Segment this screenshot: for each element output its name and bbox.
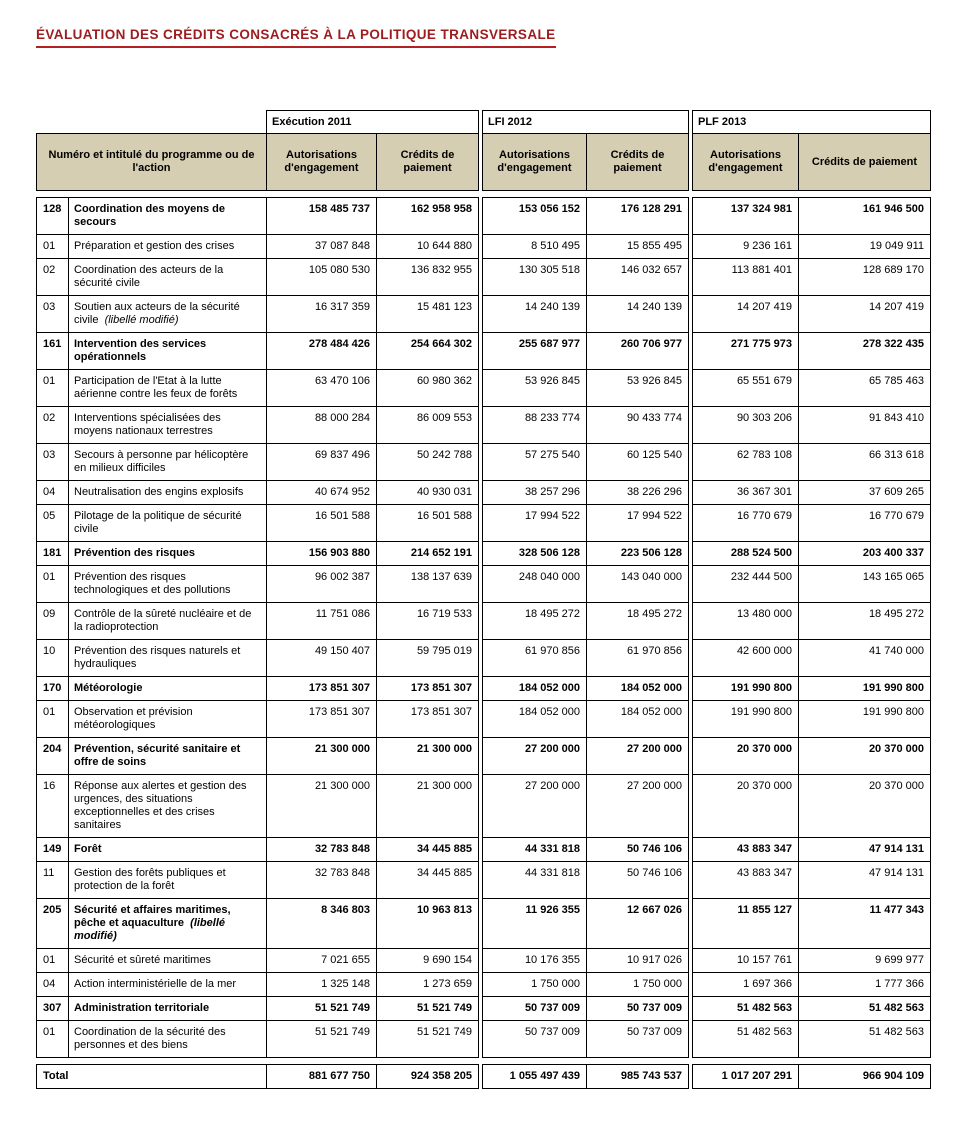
- program-column-header: Numéro et intitulé du programme ou de l'action: [37, 134, 267, 191]
- amount-cell: 43 883 347: [693, 862, 799, 899]
- amount-cell: 143 040 000: [587, 566, 689, 603]
- body-total-gap: [37, 1058, 931, 1065]
- table-row: [37, 235, 931, 259]
- amount-cell: 16 770 679: [693, 505, 799, 542]
- amount-cell: 9 699 977: [799, 949, 931, 973]
- program-label: [69, 949, 267, 973]
- program-label: [69, 738, 267, 775]
- table-row: [37, 296, 931, 333]
- program-label: [69, 444, 267, 481]
- amount-cell: 184 052 000: [483, 701, 587, 738]
- amount-cell: 16 719 533: [377, 603, 479, 640]
- program-number: 01: [37, 235, 69, 259]
- program-number: 02: [37, 259, 69, 296]
- amount-cell: 184 052 000: [587, 701, 689, 738]
- label-text: Prévention des risques naturels et hydrauliques: [74, 645, 241, 670]
- amount-cell: 105 080 530: [267, 259, 377, 296]
- label-text: Pilotage de la politique de sécurité civile: [74, 510, 242, 535]
- year-header-row: [37, 111, 931, 134]
- amount-cell: 8 346 803: [267, 899, 377, 949]
- amount-cell: 18 495 272: [587, 603, 689, 640]
- table-row: [37, 738, 931, 775]
- amount-cell: 11 926 355: [483, 899, 587, 949]
- amount-cell: 51 521 749: [377, 1021, 479, 1058]
- program-number: 161: [37, 333, 69, 370]
- total-amount-cp-2012: 985 743 537: [587, 1065, 689, 1089]
- amount-cell: 328 506 128: [483, 542, 587, 566]
- table-row: [37, 444, 931, 481]
- subheader-cp-2012: Crédits de paiement: [587, 134, 689, 191]
- label-text: Neutralisation des engins explosifs: [74, 486, 244, 498]
- amount-cell: 90 303 206: [693, 407, 799, 444]
- amount-cell: 18 495 272: [799, 603, 931, 640]
- subheader-row: [37, 134, 931, 191]
- amount-cell: 63 470 106: [267, 370, 377, 407]
- program-number: 05: [37, 505, 69, 542]
- amount-cell: 60 125 540: [587, 444, 689, 481]
- amount-cell: 27 200 000: [587, 775, 689, 838]
- total-amount-ae-2011: 881 677 750: [267, 1065, 377, 1089]
- amount-cell: 37 609 265: [799, 481, 931, 505]
- amount-cell: 158 485 737: [267, 198, 377, 235]
- row-spacer: [37, 191, 931, 198]
- label-text: Coordination des moyens de secours: [74, 203, 225, 228]
- subheader-cp-2011: Crédits de paiement: [377, 134, 479, 191]
- amount-cell: 260 706 977: [587, 333, 689, 370]
- amount-cell: 40 930 031: [377, 481, 479, 505]
- amount-cell: 27 200 000: [483, 775, 587, 838]
- amount-cell: 113 881 401: [693, 259, 799, 296]
- amount-cell: 21 300 000: [377, 775, 479, 838]
- amount-cell: 184 052 000: [483, 677, 587, 701]
- table-row: [37, 481, 931, 505]
- amount-cell: 38 226 296: [587, 481, 689, 505]
- amount-cell: 44 331 818: [483, 862, 587, 899]
- amount-cell: 27 200 000: [483, 738, 587, 775]
- amount-cell: 173 851 307: [267, 701, 377, 738]
- program-label: [69, 973, 267, 997]
- amount-cell: 57 275 540: [483, 444, 587, 481]
- amount-cell: 17 994 522: [587, 505, 689, 542]
- amount-cell: 12 667 026: [587, 899, 689, 949]
- amount-cell: 8 510 495: [483, 235, 587, 259]
- amount-cell: 11 855 127: [693, 899, 799, 949]
- total-amount-ae-2013: 1 017 207 291: [693, 1065, 799, 1089]
- amount-cell: 43 883 347: [693, 838, 799, 862]
- program-number: 307: [37, 997, 69, 1021]
- amount-cell: 15 481 123: [377, 296, 479, 333]
- table-row: [37, 370, 931, 407]
- amount-cell: 16 770 679: [799, 505, 931, 542]
- amount-cell: 223 506 128: [587, 542, 689, 566]
- program-number: 03: [37, 296, 69, 333]
- amount-cell: 271 775 973: [693, 333, 799, 370]
- amount-cell: 50 242 788: [377, 444, 479, 481]
- amount-cell: 156 903 880: [267, 542, 377, 566]
- amount-cell: 96 002 387: [267, 566, 377, 603]
- amount-cell: 42 600 000: [693, 640, 799, 677]
- subheader-ae-2012: Autorisations d'engagement: [483, 134, 587, 191]
- amount-cell: 10 644 880: [377, 235, 479, 259]
- total-amount-cp-2011: 924 358 205: [377, 1065, 479, 1089]
- amount-cell: 203 400 337: [799, 542, 931, 566]
- table-row: [37, 862, 931, 899]
- label-text: Participation de l'Etat à la lutte aérienne contre les feux de forêts: [74, 375, 238, 400]
- amount-cell: 191 990 800: [693, 677, 799, 701]
- amount-cell: 50 746 106: [587, 838, 689, 862]
- amount-cell: 136 832 955: [377, 259, 479, 296]
- amount-cell: 47 914 131: [799, 838, 931, 862]
- amount-cell: 137 324 981: [693, 198, 799, 235]
- amount-cell: 49 150 407: [267, 640, 377, 677]
- amount-cell: 130 305 518: [483, 259, 587, 296]
- amount-cell: 128 689 170: [799, 259, 931, 296]
- program-label: [69, 701, 267, 738]
- table-row: [37, 838, 931, 862]
- amount-cell: 1 750 000: [483, 973, 587, 997]
- program-label: [69, 603, 267, 640]
- amount-cell: 51 521 749: [377, 997, 479, 1021]
- amount-cell: 20 370 000: [693, 738, 799, 775]
- label-text: Interventions spécialisées des moyens nationaux terrestres: [74, 412, 221, 437]
- table-row: [37, 677, 931, 701]
- page-title: ÉVALUATION DES CRÉDITS CONSACRÉS À LA POLITIQUE TRANSVERSALE: [36, 27, 556, 48]
- amount-cell: 254 664 302: [377, 333, 479, 370]
- program-number: 01: [37, 949, 69, 973]
- amount-cell: 69 837 496: [267, 444, 377, 481]
- amount-cell: 51 521 749: [267, 1021, 377, 1058]
- program-label: [69, 899, 267, 949]
- amount-cell: 191 990 800: [799, 677, 931, 701]
- table-row: [37, 997, 931, 1021]
- program-number: 09: [37, 603, 69, 640]
- label-text: Prévention, sécurité sanitaire et offre de soins: [74, 743, 241, 768]
- program-number: 10: [37, 640, 69, 677]
- program-number: 01: [37, 370, 69, 407]
- table-row: [37, 701, 931, 738]
- amount-cell: 50 737 009: [483, 997, 587, 1021]
- amount-cell: 9 236 161: [693, 235, 799, 259]
- amount-cell: 278 484 426: [267, 333, 377, 370]
- label-text: Sécurité et sûreté maritimes: [74, 954, 211, 966]
- label-text: Prévention des risques: [74, 547, 196, 559]
- label-note: (libellé modifié): [98, 314, 179, 326]
- amount-cell: 51 482 563: [799, 997, 931, 1021]
- amount-cell: 16 317 359: [267, 296, 377, 333]
- amount-cell: 32 783 848: [267, 838, 377, 862]
- label-text: Contrôle de la sûreté nucléaire et de la radioprotection: [74, 608, 252, 633]
- amount-cell: 14 240 139: [587, 296, 689, 333]
- amount-cell: 20 370 000: [693, 775, 799, 838]
- amount-cell: 32 783 848: [267, 862, 377, 899]
- amount-cell: 146 032 657: [587, 259, 689, 296]
- amount-cell: 191 990 800: [799, 701, 931, 738]
- col-group-lfi-2012: LFI 2012: [483, 111, 689, 134]
- amount-cell: 61 970 856: [587, 640, 689, 677]
- label-text: Intervention des services opérationnels: [74, 338, 207, 363]
- amount-cell: 51 482 563: [693, 997, 799, 1021]
- amount-cell: 47 914 131: [799, 862, 931, 899]
- amount-cell: 248 040 000: [483, 566, 587, 603]
- program-label: [69, 1021, 267, 1058]
- amount-cell: 86 009 553: [377, 407, 479, 444]
- program-label: [69, 296, 267, 333]
- table-row: [37, 198, 931, 235]
- program-label: [69, 775, 267, 838]
- table-row: [37, 505, 931, 542]
- amount-cell: 15 855 495: [587, 235, 689, 259]
- amount-cell: 61 970 856: [483, 640, 587, 677]
- amount-cell: 41 740 000: [799, 640, 931, 677]
- amount-cell: 232 444 500: [693, 566, 799, 603]
- label-text: Coordination de la sécurité des personnes et des biens: [74, 1026, 226, 1051]
- amount-cell: 288 524 500: [693, 542, 799, 566]
- amount-cell: 173 851 307: [267, 677, 377, 701]
- program-number: 170: [37, 677, 69, 701]
- label-note: (libellé modifié): [74, 917, 226, 942]
- amount-cell: 90 433 774: [587, 407, 689, 444]
- amount-cell: 138 137 639: [377, 566, 479, 603]
- amount-cell: 1 325 148: [267, 973, 377, 997]
- table-row: [37, 542, 931, 566]
- amount-cell: 40 674 952: [267, 481, 377, 505]
- program-number: 16: [37, 775, 69, 838]
- program-label: [69, 481, 267, 505]
- amount-cell: 38 257 296: [483, 481, 587, 505]
- amount-cell: 21 300 000: [267, 738, 377, 775]
- table-row: [37, 333, 931, 370]
- col-group-plf-2013: PLF 2013: [693, 111, 931, 134]
- amount-cell: 27 200 000: [587, 738, 689, 775]
- amount-cell: 14 207 419: [693, 296, 799, 333]
- total-amount-ae-2012: 1 055 497 439: [483, 1065, 587, 1089]
- amount-cell: 10 917 026: [587, 949, 689, 973]
- program-number: 149: [37, 838, 69, 862]
- program-number: 04: [37, 973, 69, 997]
- table-row: [37, 973, 931, 997]
- amount-cell: 173 851 307: [377, 701, 479, 738]
- label-text: Administration territoriale: [74, 1002, 210, 1014]
- program-number: 128: [37, 198, 69, 235]
- label-text: Observation et prévision météorologiques: [74, 706, 193, 731]
- amount-cell: 184 052 000: [587, 677, 689, 701]
- amount-cell: 91 843 410: [799, 407, 931, 444]
- amount-cell: 11 477 343: [799, 899, 931, 949]
- table-row: [37, 640, 931, 677]
- credits-table: [36, 110, 931, 1089]
- program-number: 01: [37, 566, 69, 603]
- amount-cell: 50 746 106: [587, 862, 689, 899]
- amount-cell: 60 980 362: [377, 370, 479, 407]
- amount-cell: 18 495 272: [483, 603, 587, 640]
- program-number: 01: [37, 701, 69, 738]
- amount-cell: 7 021 655: [267, 949, 377, 973]
- program-label: [69, 407, 267, 444]
- label-text: Réponse aux alertes et gestion des urgences, des situations exceptionnelles et des crises sanitaires: [74, 780, 247, 831]
- table-row: [37, 259, 931, 296]
- program-label: [69, 259, 267, 296]
- total-label: Total: [37, 1065, 267, 1089]
- row-spacer: [37, 1058, 931, 1065]
- program-label: [69, 862, 267, 899]
- amount-cell: 278 322 435: [799, 333, 931, 370]
- amount-cell: 51 482 563: [799, 1021, 931, 1058]
- program-label: [69, 333, 267, 370]
- amount-cell: 37 087 848: [267, 235, 377, 259]
- amount-cell: 50 737 009: [587, 1021, 689, 1058]
- program-label: [69, 997, 267, 1021]
- amount-cell: 162 958 958: [377, 198, 479, 235]
- amount-cell: 20 370 000: [799, 775, 931, 838]
- label-text: Préparation et gestion des crises: [74, 240, 235, 252]
- subheader-ae-2011: Autorisations d'engagement: [267, 134, 377, 191]
- amount-cell: 50 737 009: [483, 1021, 587, 1058]
- table-row: [37, 566, 931, 603]
- label-text: Coordination des acteurs de la sécurité civile: [74, 264, 224, 289]
- table-row: [37, 775, 931, 838]
- program-label: [69, 198, 267, 235]
- program-label: [69, 370, 267, 407]
- amount-cell: 14 207 419: [799, 296, 931, 333]
- amount-cell: 10 176 355: [483, 949, 587, 973]
- amount-cell: 59 795 019: [377, 640, 479, 677]
- label-text: Prévention des risques technologiques et des pollutions: [74, 571, 231, 596]
- amount-cell: 1 697 366: [693, 973, 799, 997]
- header-body-gap: [37, 191, 931, 198]
- amount-cell: 53 926 845: [483, 370, 587, 407]
- label-text: Météorologie: [74, 682, 143, 694]
- program-number: 04: [37, 481, 69, 505]
- table-row: [37, 949, 931, 973]
- total-amount-cp-2013: 966 904 109: [799, 1065, 931, 1089]
- program-number: 01: [37, 1021, 69, 1058]
- program-label: [69, 505, 267, 542]
- amount-cell: 14 240 139: [483, 296, 587, 333]
- program-number: 204: [37, 738, 69, 775]
- table-row: [37, 603, 931, 640]
- amount-cell: 153 056 152: [483, 198, 587, 235]
- program-number: 03: [37, 444, 69, 481]
- amount-cell: 51 482 563: [693, 1021, 799, 1058]
- program-label: [69, 566, 267, 603]
- amount-cell: 173 851 307: [377, 677, 479, 701]
- amount-cell: 1 273 659: [377, 973, 479, 997]
- program-number: 02: [37, 407, 69, 444]
- amount-cell: 21 300 000: [267, 775, 377, 838]
- amount-cell: 13 480 000: [693, 603, 799, 640]
- program-label: [69, 640, 267, 677]
- table-row: [37, 1021, 931, 1058]
- label-text: Sécurité et affaires maritimes, pêche et aquaculture: [74, 904, 231, 929]
- program-number: 181: [37, 542, 69, 566]
- amount-cell: 1 777 366: [799, 973, 931, 997]
- subheader-ae-2013: Autorisations d'engagement: [693, 134, 799, 191]
- amount-cell: 44 331 818: [483, 838, 587, 862]
- amount-cell: 17 994 522: [483, 505, 587, 542]
- table-row: [37, 407, 931, 444]
- amount-cell: 34 445 885: [377, 838, 479, 862]
- amount-cell: 16 501 588: [267, 505, 377, 542]
- amount-cell: 36 367 301: [693, 481, 799, 505]
- amount-cell: 10 157 761: [693, 949, 799, 973]
- program-label: [69, 235, 267, 259]
- amount-cell: 255 687 977: [483, 333, 587, 370]
- table-row: [37, 899, 931, 949]
- label-text: Secours à personne par hélicoptère en milieux difficiles: [74, 449, 249, 474]
- amount-cell: 9 690 154: [377, 949, 479, 973]
- amount-cell: 88 233 774: [483, 407, 587, 444]
- amount-cell: 143 165 065: [799, 566, 931, 603]
- amount-cell: 21 300 000: [377, 738, 479, 775]
- total-row: [37, 1065, 931, 1089]
- amount-cell: 1 750 000: [587, 973, 689, 997]
- program-label: [69, 542, 267, 566]
- amount-cell: 66 313 618: [799, 444, 931, 481]
- label-text: Soutien aux acteurs de la sécurité civile: [74, 301, 240, 326]
- amount-cell: 10 963 813: [377, 899, 479, 949]
- program-label: [69, 838, 267, 862]
- amount-cell: 34 445 885: [377, 862, 479, 899]
- amount-cell: 16 501 588: [377, 505, 479, 542]
- amount-cell: 51 521 749: [267, 997, 377, 1021]
- amount-cell: 88 000 284: [267, 407, 377, 444]
- label-text: Forêt: [74, 843, 102, 855]
- amount-cell: 20 370 000: [799, 738, 931, 775]
- amount-cell: 19 049 911: [799, 235, 931, 259]
- amount-cell: 11 751 086: [267, 603, 377, 640]
- program-number: 11: [37, 862, 69, 899]
- label-text: Action interministérielle de la mer: [74, 978, 237, 990]
- subheader-cp-2013: Crédits de paiement: [799, 134, 931, 191]
- header-empty-cell: [37, 111, 267, 134]
- amount-cell: 62 783 108: [693, 444, 799, 481]
- col-group-execution-2011: Exécution 2011: [267, 111, 479, 134]
- amount-cell: 50 737 009: [587, 997, 689, 1021]
- amount-cell: 65 551 679: [693, 370, 799, 407]
- amount-cell: 65 785 463: [799, 370, 931, 407]
- program-number: 205: [37, 899, 69, 949]
- program-label: [69, 677, 267, 701]
- label-text: Gestion des forêts publiques et protection de la forêt: [74, 867, 226, 892]
- table-body: [37, 198, 931, 1058]
- amount-cell: 214 652 191: [377, 542, 479, 566]
- amount-cell: 176 128 291: [587, 198, 689, 235]
- amount-cell: 191 990 800: [693, 701, 799, 738]
- amount-cell: 161 946 500: [799, 198, 931, 235]
- amount-cell: 53 926 845: [587, 370, 689, 407]
